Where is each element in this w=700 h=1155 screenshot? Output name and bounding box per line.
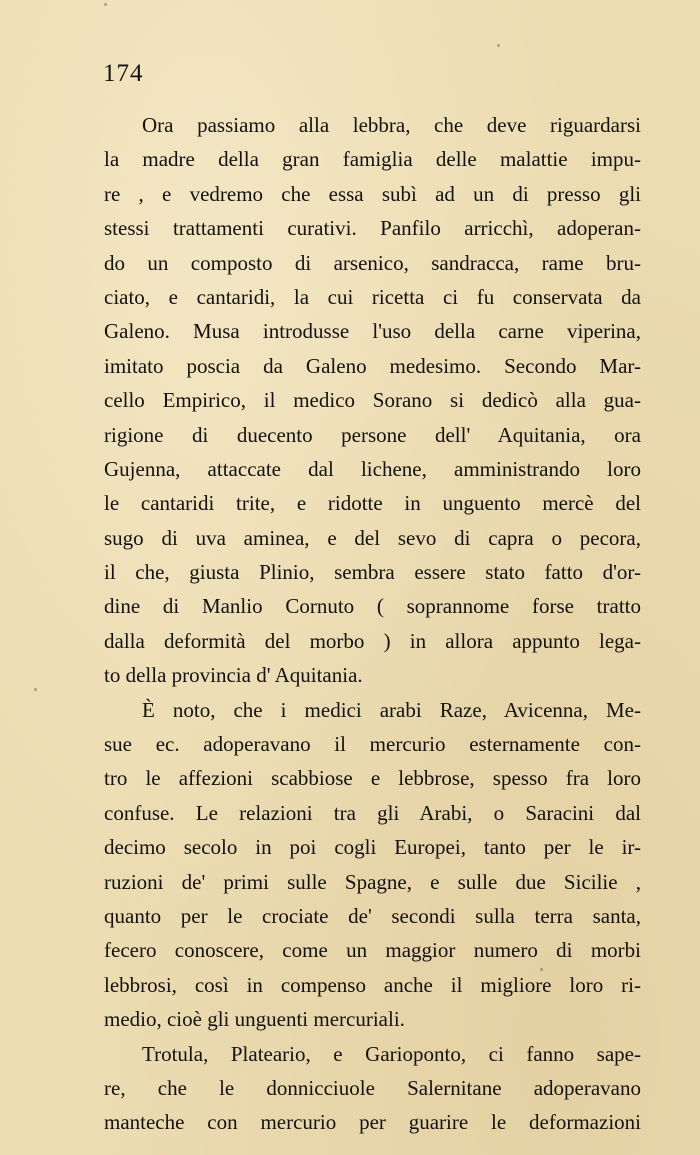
paragraph-1-line-4: stessi trattamenti curativi. Panfilo arricchì, adoperan- — [104, 216, 641, 241]
paper-speck — [104, 3, 107, 6]
paragraph-1-line-17: to della provincia d' Aquitania. — [104, 663, 363, 688]
paragraph-3-line-1: Trotula, Plateario, e Garioponto, ci fanno sape- — [142, 1041, 641, 1066]
page-number: 174 — [103, 60, 144, 87]
paragraph-2-line-1: È noto, che i medici arabi Raze, Avicenna, Me- — [142, 697, 641, 722]
paragraph-2-line-3: tro le affezioni scabbiose e lebbrose, spesso fra loro — [104, 766, 641, 791]
paragraph-1-line-1: Ora passiamo alla lebbra, che deve riguardarsi — [142, 113, 641, 137]
paragraph-1-line-16: dalla deformità del morbo ) in allora appunto lega- — [104, 628, 641, 653]
page-body-text — [104, 108, 641, 1140]
paragraph-1-line-9: cello Empirico, il medico Sorano si dedicò alla gua- — [104, 388, 641, 413]
paragraph-1-line-8: imitato poscia da Galeno medesimo. Secondo Mar- — [104, 353, 641, 378]
paragraph-2-line-6: ruzioni de' primi sulle Spagne, e sulle due Sicilie , — [104, 869, 641, 894]
paragraph-2-line-5: decimo secolo in poi cogli Europei, tanto per le ir- — [104, 835, 641, 860]
paragraph-3-line-3: manteche con mercurio per guarire le deformazioni — [104, 1110, 641, 1135]
paragraph-1-line-7: Galeno. Musa introdusse l'uso della carne viperina, — [104, 319, 641, 344]
paragraph-2-line-2: sue ec. adoperavano il mercurio esternamente con- — [104, 732, 641, 757]
paragraph-2-line-9: lebbrosi, così in compenso anche il migliore loro ri- — [104, 972, 641, 997]
paragraph-1-line-10: rigione di duecento persone dell' Aquitania, ora — [104, 422, 641, 447]
paragraph-2-line-4: confuse. Le relazioni tra gli Arabi, o Saracini dal — [104, 800, 641, 825]
paragraph-1-line-11: Gujenna, attaccate dal lichene, amministrando loro — [104, 456, 641, 481]
paragraph-1-line-5: do un composto di arsenico, sandracca, rame bru- — [104, 250, 641, 275]
paragraph-2-line-7: quanto per le crociate de' secondi sulla terra santa, — [104, 903, 641, 928]
paragraph-1-line-13: sugo di uva aminea, e del sevo di capra o pecora, — [104, 525, 641, 550]
paragraph-1-line-6: ciato, e cantaridi, la cui ricetta ci fu conservata da — [104, 284, 641, 309]
paragraph-3-line-2: re, che le donnicciuole Salernitane adoperavano — [104, 1075, 641, 1100]
paper-speck — [540, 968, 543, 971]
paragraph-1-line-3: re , e vedremo che essa subì ad un di presso gli — [104, 181, 641, 206]
paragraph-2-line-8: fecero conoscere, come un maggior numero di morbi — [104, 938, 641, 963]
paragraph-1-line-15: dine di Manlio Cornuto ( soprannome forse tratto — [104, 594, 641, 619]
paper-speck — [497, 44, 500, 47]
paragraph-1-line-2: la madre della gran famiglia delle malattie impu- — [104, 147, 641, 172]
paragraph-2-line-10: medio, cioè gli unguenti mercuriali. — [104, 1007, 405, 1032]
paper-speck — [34, 688, 37, 691]
paragraph-1-line-14: il che, giusta Plinio, sembra essere stato fatto d'or- — [104, 560, 641, 585]
paragraph-1-line-12: le cantaridi trite, e ridotte in unguento mercè del — [104, 491, 641, 516]
